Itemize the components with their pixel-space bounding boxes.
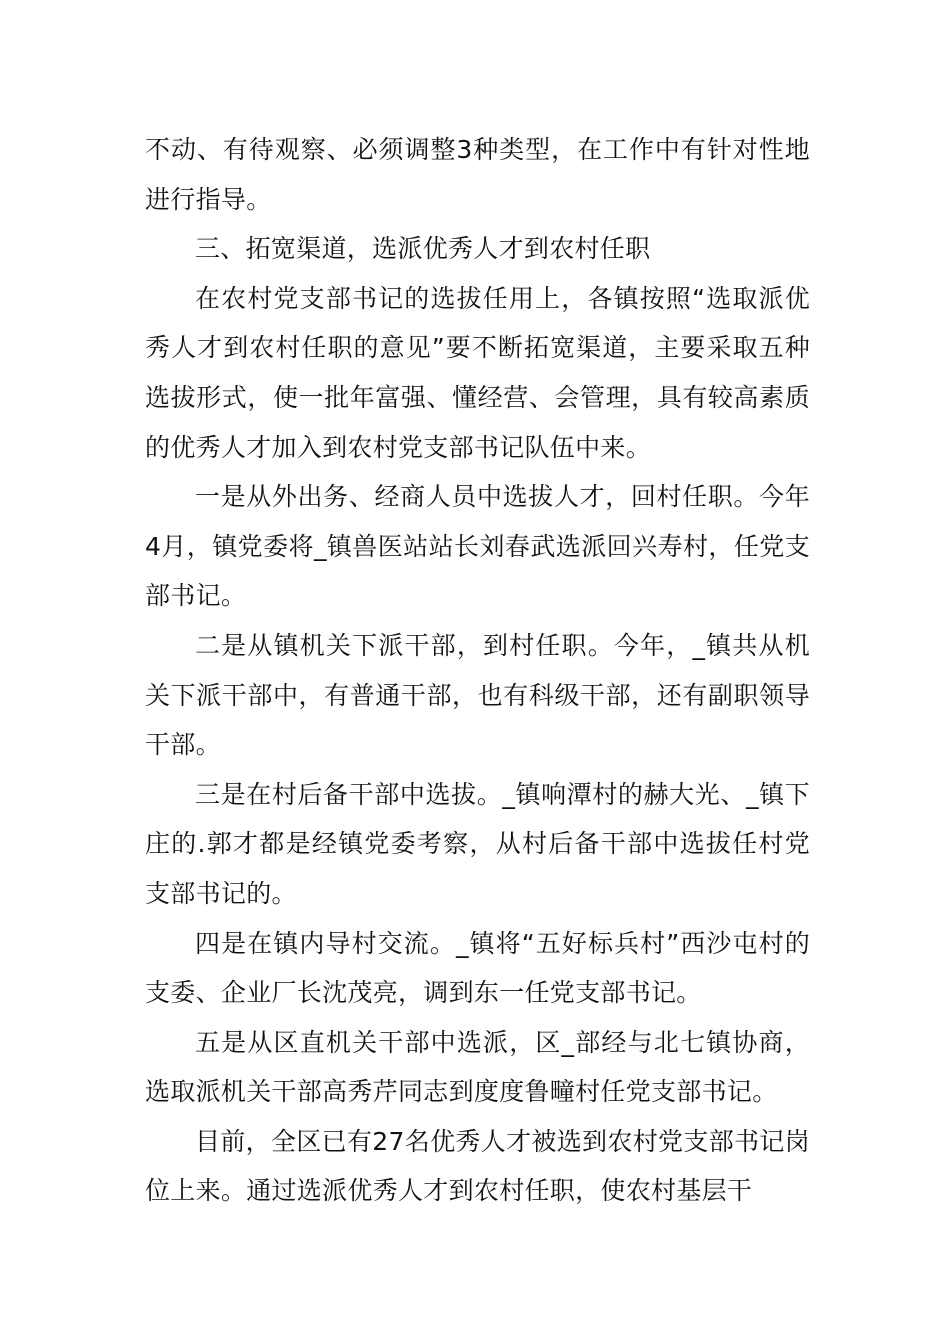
paragraph: 四是在镇内导村交流。_镇将“五好标兵村”西沙屯村的支委、企业厂长沈茂亮，调到东一任党支部书记。 [145, 928, 810, 1008]
paragraph: 目前，全区已有27名优秀人才被选到农村党支部书记岗位上来。通过选派优秀人才到农村任职，使农村基层干 [145, 1126, 810, 1206]
paragraph: 五是从区直机关干部中选派，区_部经与北七镇协商，选取派机关干部高秀芹同志到度度鲁疃村任党支部书记。 [145, 1027, 810, 1107]
paragraph: 三是在村后备干部中选拔。_镇响潭村的赫大光、_镇下庄的.郭才都是经镇党委考察，从村后备干部中选拔任村党支部书记的。 [145, 779, 810, 908]
document-body [145, 125, 810, 1216]
paragraph-continued: 不动、有待观察、必须调整3种类型，在工作中有针对性地进行指导。 [145, 135, 810, 214]
paragraph: 在农村党支部书记的选拔任用上，各镇按照“选取派优秀人才到农村任职的意见”要不断拓宽渠道，主要采取五种选拔形式，使一批年富强、懂经营、会管理，具有较高素质的优秀人才加入到农村党支部书记队伍中来。 [145, 283, 810, 462]
paragraph: 一是从外出务、经商人员中选拔人才，回村任职。今年4月，镇党委将_镇兽医站站长刘春武选派回兴寿村，任党支部书记。 [145, 482, 810, 611]
section-heading: 三、拓宽渠道，选派优秀人才到农村任职 [195, 234, 651, 264]
paragraph: 二是从镇机关下派干部，到村任职。今年，_镇共从机关下派干部中，有普通干部，也有科级干部，还有副职领导干部。 [145, 630, 810, 760]
